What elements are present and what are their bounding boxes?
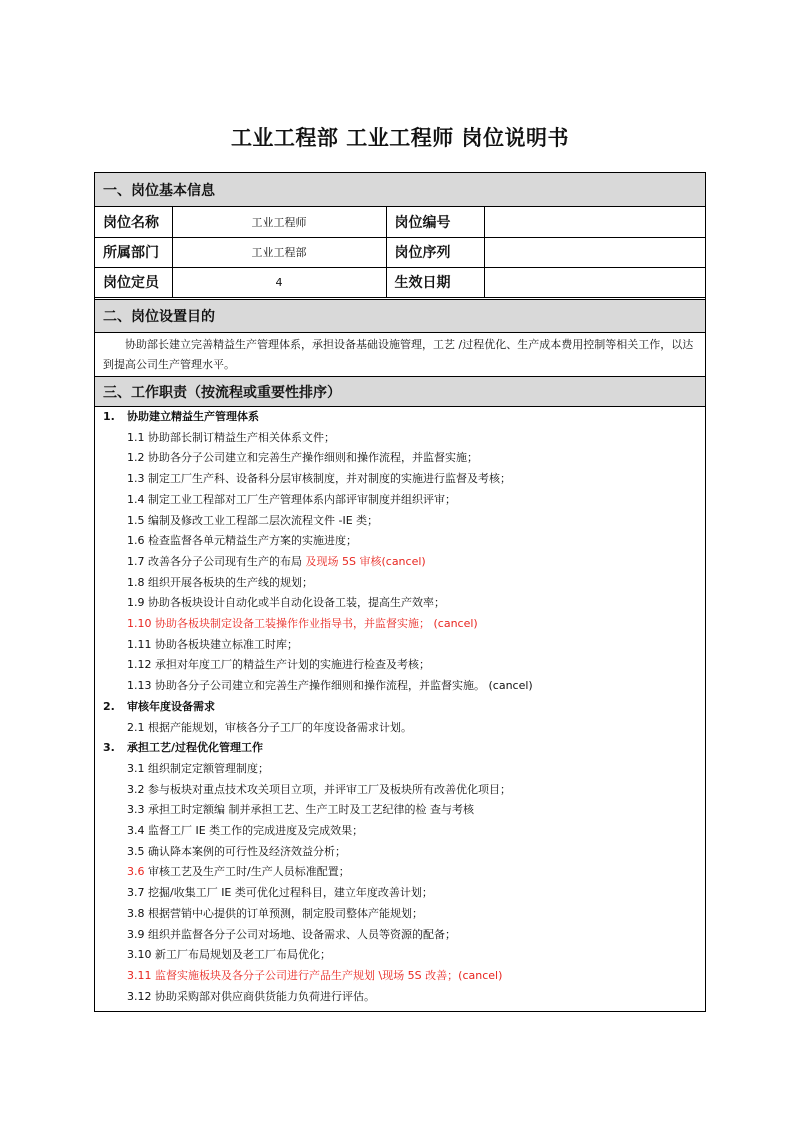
duty-item xyxy=(127,907,423,921)
duty-item-text: 1.8 组织开展各板块的生产线的规划； xyxy=(127,575,313,589)
duty-group-number: 1. xyxy=(103,410,115,423)
duty-item-text: 3.12 协助采购部对供应商供货能力负荷进行评估。 xyxy=(127,989,375,1003)
duty-item-text: 1.9 协助各板块设计自动化或半自动化设备工装，提高生产效率； xyxy=(127,596,445,610)
duty-group-number: 3. xyxy=(103,741,115,755)
section-basic-info-heading: 一、岗位基本信息 xyxy=(95,173,705,207)
duty-group-title: 审核年度设备需求 xyxy=(127,699,215,713)
label-position-sequence: 岗位序列 xyxy=(386,237,484,267)
duty-item xyxy=(127,948,331,962)
section-purpose-heading: 二、岗位设置目的 xyxy=(95,299,705,333)
label-department: 所属部门 xyxy=(95,237,172,267)
duty-item-text: 3.5 确认降本案例的可行性及经济效益分析； xyxy=(127,844,346,858)
label-position-code: 岗位编号 xyxy=(386,207,484,237)
value-position-sequence xyxy=(484,237,705,267)
duty-item-text: 1.3 制定工厂生产科、设备科分层审核制度，并对制度的实施进行监督及考核； xyxy=(127,472,511,486)
duty-item-text: 1.2 协助各分子公司建立和完善生产操作细则和操作流程，并监督实施； xyxy=(127,451,478,465)
duty-item xyxy=(127,638,298,652)
label-headcount: 岗位定员 xyxy=(95,267,172,297)
duty-item xyxy=(127,534,357,548)
duty-group-title: 承担工艺/过程优化管理工作 xyxy=(127,741,264,755)
duty-item-text: 3.7 挖掘/收集工厂 IE 类可优化过程科目，建立年度改善计划； xyxy=(127,886,433,900)
value-position-name: 工业工程师 xyxy=(172,207,386,237)
duty-item xyxy=(127,596,445,610)
value-position-code xyxy=(484,207,705,237)
duty-item-text: 1.5 编制及修改工业工程部二层次流程文件 -IE 类； xyxy=(127,513,379,527)
duty-item xyxy=(127,762,269,776)
duty-item xyxy=(127,928,456,942)
duty-item-text: 1.4 制定工业工程部对工厂生产管理体系内部评审制度并组织评审； xyxy=(127,492,456,506)
duty-item-text: 3.4 监督工厂 IE 类工作的完成进度及完成效果； xyxy=(127,824,364,837)
duty-item-text: 1.7 改善各分子公司现有生产的布局 xyxy=(127,554,306,568)
duty-item-text: 审核工艺及生产工时/生产人员标准配置； xyxy=(148,865,350,879)
value-effective-date xyxy=(484,267,705,297)
duty-item xyxy=(127,679,533,693)
duty-item-text: 3.8 根据营销中心提供的订单预测，制定股司整体产能规划； xyxy=(127,906,423,920)
duty-item-text: 3.1 组织制定定额管理制度； xyxy=(127,761,269,775)
duty-item-text: 2.1 根据产能规划，审核各分子工厂的年度设备需求计划。 xyxy=(127,720,412,734)
table-row xyxy=(95,237,705,267)
duty-item xyxy=(127,865,350,879)
duty-item-highlight: 及现场 5S 审核(cancel) xyxy=(305,554,426,568)
page-title: 工业工程部 工业工程师 岗位说明书 xyxy=(230,126,570,150)
duty-item xyxy=(127,886,433,900)
duty-item-highlight: 1.10 协助各板块制定设备工装操作作业指导书，并监督实施； (cancel) xyxy=(127,617,478,630)
duty-item xyxy=(127,576,313,590)
purpose-text: 协助部长建立完善精益生产管理体系，承担设备基础设施管理，工艺 /过程优化、生产成本费用控制等相关工作，以达到提高公司生产管理水平。 xyxy=(95,333,705,377)
duty-group-title: 协助建立精益生产管理体系 xyxy=(127,410,259,423)
duty-item-text: 1.12 承担对年度工厂的精益生产计划的实施进行检查及考核； xyxy=(127,658,430,672)
duty-item xyxy=(127,824,363,838)
job-description-form xyxy=(94,172,706,1012)
duty-item xyxy=(127,845,346,859)
table-row xyxy=(95,267,705,297)
duty-item-text: 1.1 协助部长制订精益生产相关体系文件； xyxy=(127,430,335,444)
duty-item xyxy=(127,493,456,507)
duty-group-number: 2. xyxy=(103,699,115,713)
section-duties-heading: 三、工作职责（按流程或重要性排序） xyxy=(95,377,705,407)
table-row xyxy=(95,207,705,237)
label-position-name: 岗位名称 xyxy=(95,207,172,237)
label-effective-date: 生效日期 xyxy=(386,267,484,297)
duty-item-highlight: 3.11 监督实施板块及各分子公司进行产品生产规划 \现场 5S 改善；(cancel) xyxy=(127,968,503,982)
duty-item xyxy=(127,555,426,569)
duty-group-heading xyxy=(103,741,263,755)
duty-item xyxy=(127,617,478,631)
duty-item xyxy=(127,803,474,817)
duty-item-text: 3.9 组织并监督各分子公司对场地、设备需求、人员等资源的配备； xyxy=(127,927,456,941)
duty-item xyxy=(127,451,478,465)
duty-item-text: 1.11 协助各板块建立标准工时库； xyxy=(127,637,298,651)
duty-item xyxy=(127,969,502,983)
duty-item-text: 3.10 新工厂布局规划及老工厂布局优化； xyxy=(127,948,331,962)
duty-item-text: 1.13 协助各分子公司建立和完善生产操作细则和操作流程，并监督实施。 (cancel) xyxy=(127,679,533,693)
duty-item-text: 1.6 检查监督各单元精益生产方案的实施进度； xyxy=(127,534,357,548)
duty-item-text: 3.3 承担工时定额编 制并承担工艺、生产工时及工艺纪律的检 查与考核 xyxy=(127,803,474,817)
duty-group-heading xyxy=(103,410,259,424)
duty-group-heading xyxy=(103,700,215,714)
duty-item xyxy=(127,431,335,445)
duty-item xyxy=(127,783,511,797)
duty-item xyxy=(127,658,430,672)
basic-info-table xyxy=(95,207,705,298)
duty-item xyxy=(127,990,375,1004)
duty-item xyxy=(127,721,412,735)
value-department: 工业工程部 xyxy=(172,237,386,267)
duty-item-highlight: 3.6 xyxy=(127,865,148,879)
value-headcount: 4 xyxy=(172,267,386,297)
duty-item-text: 3.2 参与板块对重点技术攻关项目立项，并评审工厂及板块所有改善优化项目； xyxy=(127,782,511,796)
duty-item xyxy=(127,472,511,486)
duty-item xyxy=(127,514,378,528)
